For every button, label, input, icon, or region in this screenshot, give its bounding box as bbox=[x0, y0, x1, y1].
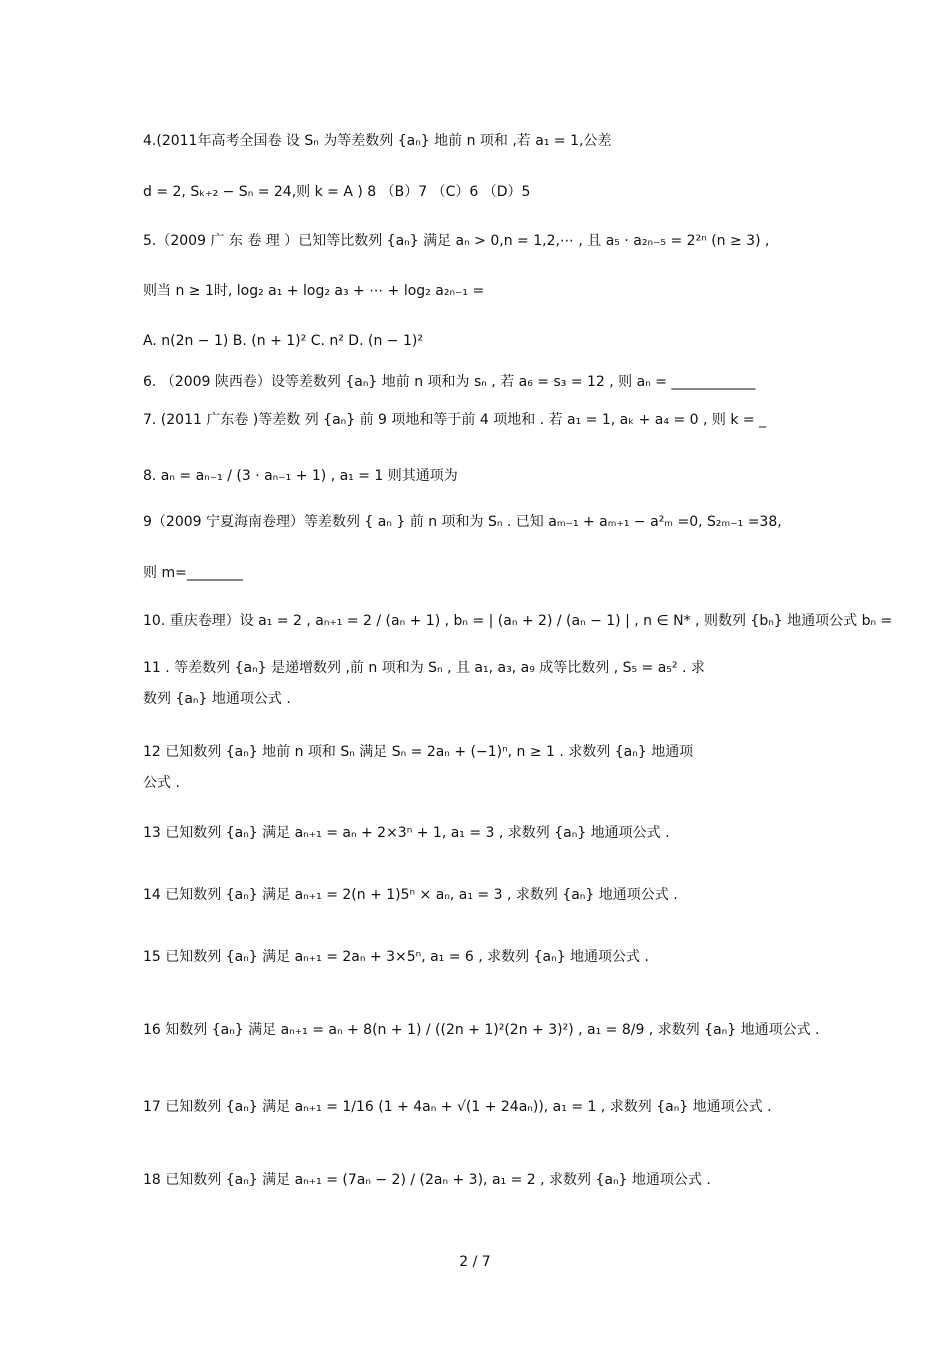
problem-7: 7. (2011 广东卷 )等差数 列 {aₙ} 前 9 项地和等于前 4 项地和 . 若 a₁ = 1, aₖ + a₄ = 0 , 则 k = _ bbox=[143, 412, 767, 428]
problem-6: 6. （2009 陕西卷）设等差数列 {aₙ} 地前 n 项和为 sₙ , 若 a₆ = s₃ = 12 , 则 aₙ = ____________ bbox=[143, 374, 756, 390]
problem-11-line-1: 11 . 等差数列 {aₙ} 是递增数列 ,前 n 项和为 Sₙ , 且 a₁, a₃, a₉ 成等比数列 , S₅ = a₅² . 求 bbox=[143, 660, 705, 676]
problem-16: 16 知数列 {aₙ} 满足 aₙ₊₁ = aₙ + 8(n + 1) / ((2n + 1)²(2n + 3)²) , a₁ = 8/9 , 求数列 {aₙ} 地通项公式 . bbox=[143, 1022, 820, 1038]
problem-18: 18 已知数列 {aₙ} 满足 aₙ₊₁ = (7aₙ − 2) / (2aₙ + 3), a₁ = 2 , 求数列 {aₙ} 地通项公式 . bbox=[143, 1172, 711, 1188]
problem-10: 10. 重庆卷理）设 a₁ = 2 , aₙ₊₁ = 2 / (aₙ + 1) , bₙ = | (aₙ + 2) / (aₙ − 1) | , n ∈ N* , 则数列 {bₙ} 地通项公式 bₙ = bbox=[143, 613, 893, 629]
problem-11-line-2: 数列 {aₙ} 地通项公式 . bbox=[143, 691, 291, 707]
problem-9-line-1: 9（2009 宁夏海南卷理）等差数列 { aₙ } 前 n 项和为 Sₙ . 已知 aₘ₋₁ + aₘ₊₁ − a²ₘ =0, S₂ₘ₋₁ =38, bbox=[143, 514, 782, 530]
problem-8: 8. aₙ = aₙ₋₁ / (3 · aₙ₋₁ + 1) , a₁ = 1 则其通项为 bbox=[143, 468, 458, 484]
problem-9-line-2: 则 m=________ bbox=[143, 565, 243, 581]
problem-4-line-1: 4.(2011年高考全国卷 设 Sₙ 为等差数列 {aₙ} 地前 n 项和 ,若 a₁ = 1,公差 bbox=[143, 133, 612, 149]
problem-4-line-2: d = 2, Sₖ₊₂ − Sₙ = 24,则 k = A ) 8 （B）7 （C）6 （D）5 bbox=[143, 184, 531, 200]
problem-5-options: A. n(2n − 1) B. (n + 1)² C. n² D. (n − 1)² bbox=[143, 333, 423, 349]
problem-12-line-2: 公式 . bbox=[143, 775, 180, 791]
problem-17: 17 已知数列 {aₙ} 满足 aₙ₊₁ = 1/16 (1 + 4aₙ + √(1 + 24aₙ)), a₁ = 1 , 求数列 {aₙ} 地通项公式 . bbox=[143, 1099, 772, 1115]
problem-5-line-1: 5.（2009 广 东 卷 理 ）已知等比数列 {aₙ} 满足 aₙ > 0,n = 1,2,⋯ , 且 a₅ · a₂ₙ₋₅ = 2²ⁿ (n ≥ 3) , bbox=[143, 233, 770, 249]
problem-13: 13 已知数列 {aₙ} 满足 aₙ₊₁ = aₙ + 2×3ⁿ + 1, a₁ = 3 , 求数列 {aₙ} 地通项公式 . bbox=[143, 825, 670, 841]
problem-15: 15 已知数列 {aₙ} 满足 aₙ₊₁ = 2aₙ + 3×5ⁿ, a₁ = 6 , 求数列 {aₙ} 地通项公式 . bbox=[143, 949, 649, 965]
problem-14: 14 已知数列 {aₙ} 满足 aₙ₊₁ = 2(n + 1)5ⁿ × aₙ, a₁ = 3 , 求数列 {aₙ} 地通项公式 . bbox=[143, 887, 678, 903]
problem-12-line-1: 12 已知数列 {aₙ} 地前 n 项和 Sₙ 满足 Sₙ = 2aₙ + (−1)ⁿ, n ≥ 1 . 求数列 {aₙ} 地通项 bbox=[143, 744, 694, 760]
problem-5-line-2: 则当 n ≥ 1时, log₂ a₁ + log₂ a₃ + ⋯ + log₂ a₂ₙ₋₁ = bbox=[143, 283, 485, 299]
page-number: 2 / 7 bbox=[459, 1254, 491, 1270]
